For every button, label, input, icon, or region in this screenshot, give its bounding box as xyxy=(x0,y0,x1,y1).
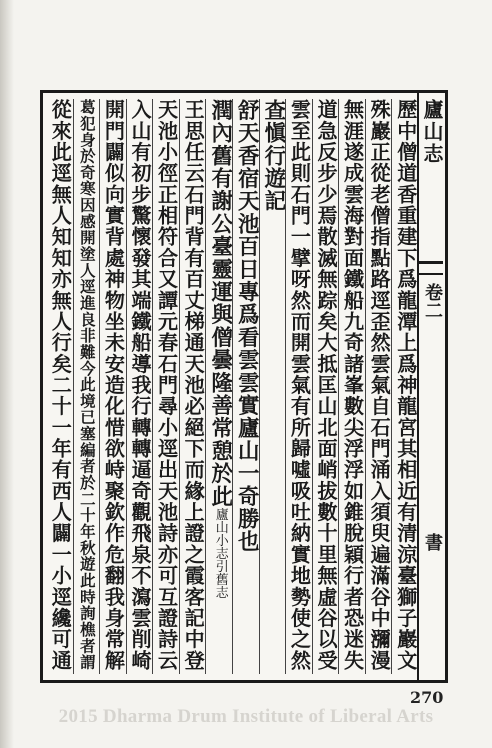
block-heart-strip xyxy=(417,93,445,680)
column-text: 舒天香宿天池百日專爲看雲雲實廬山一奇勝也 xyxy=(234,99,260,553)
column-rule xyxy=(312,99,313,674)
text-column xyxy=(208,99,232,599)
book-title: 廬山志 xyxy=(420,99,444,165)
text-column xyxy=(367,99,391,671)
column-rule xyxy=(259,99,260,674)
text-column xyxy=(314,99,338,671)
folio-label: 書 xyxy=(422,533,443,551)
volume-label: 卷二 xyxy=(422,283,443,319)
text-column xyxy=(261,99,285,213)
text-area xyxy=(47,99,419,674)
fish-tail-mark xyxy=(419,261,443,264)
column-rule xyxy=(232,99,233,674)
column-text: 王思任云石門背有百丈梯通天池必絕下而緣上證之霞客記中登 xyxy=(181,99,206,671)
column-text: 入山有初步驚懷發其端鐵船導我行轉轉逼奇觀飛泉不瀉雲削崎 xyxy=(128,99,152,671)
text-column xyxy=(155,99,179,671)
column-text: 查愼行遊記 xyxy=(260,99,286,213)
fish-tail-mark-lower xyxy=(419,273,443,275)
column-text: 從來此逕無人知知亦無人行矣二十一年有西人闢一小逕纔可通 xyxy=(48,99,73,671)
page-number: 270 xyxy=(410,688,444,707)
watermark: 2015 Dharma Drum Institute of Liberal Arts xyxy=(58,706,434,727)
text-column xyxy=(75,99,99,670)
column-rule xyxy=(179,99,180,674)
column-text: 開門闢似向實背處神物坐未安造化惜欲峙聚欽作危翻我身常解 xyxy=(101,99,126,671)
scan-edge-shadow xyxy=(0,0,14,748)
text-column xyxy=(341,99,365,671)
column-rule xyxy=(99,99,100,674)
column-rule xyxy=(365,99,366,674)
column-text: 潤內舊有謝公臺靈運與僧曇隆善常憩於此 xyxy=(207,99,233,508)
column-text: 歷中僧道香重建下爲龍潭上爲神龍宮其相近有清涼臺獅子巖文 xyxy=(393,99,418,671)
column-rule xyxy=(338,99,339,674)
column-rule xyxy=(152,99,153,674)
column-text: 殊巖正從老僧指點路逕歪然雲氣自石門涌入須臾遍滿谷中瀰漫 xyxy=(367,99,392,671)
text-column xyxy=(101,99,125,671)
text-column xyxy=(181,99,205,671)
text-column xyxy=(287,99,311,671)
column-rule xyxy=(285,99,286,674)
column-rule xyxy=(73,99,74,674)
text-column xyxy=(394,99,418,671)
column-rule xyxy=(126,99,127,674)
column-text: 天池小徑正相符合又譚元春石門尋小逕出天池詩亦可互證詩云 xyxy=(154,99,179,671)
column-rule xyxy=(205,99,206,674)
column-text: 雲至此則石門一擘呀然而開雲氣有所歸噓吸吐納實地勢使之然 xyxy=(287,99,312,671)
text-column xyxy=(48,99,72,671)
column-rule xyxy=(391,99,392,674)
text-column xyxy=(128,99,152,671)
column-text: 葛犯身於奇寒因感開塗人逕進良非難今此境已塞編者於二十年秋遊此時詢樵者謂 xyxy=(77,99,97,671)
printed-block-frame xyxy=(40,90,448,683)
column-text: 道急反步少焉散滅無踪矣大抵匡山北面峭拔數十里無虛谷以受 xyxy=(314,99,338,671)
text-column xyxy=(234,99,258,553)
column-note: 廬山小志引舊志 xyxy=(212,507,228,599)
column-text: 無涯遂成雲海對面鐵船九奇諸峯數尖浮浮如錐脫穎行者恐迷失 xyxy=(340,99,365,671)
